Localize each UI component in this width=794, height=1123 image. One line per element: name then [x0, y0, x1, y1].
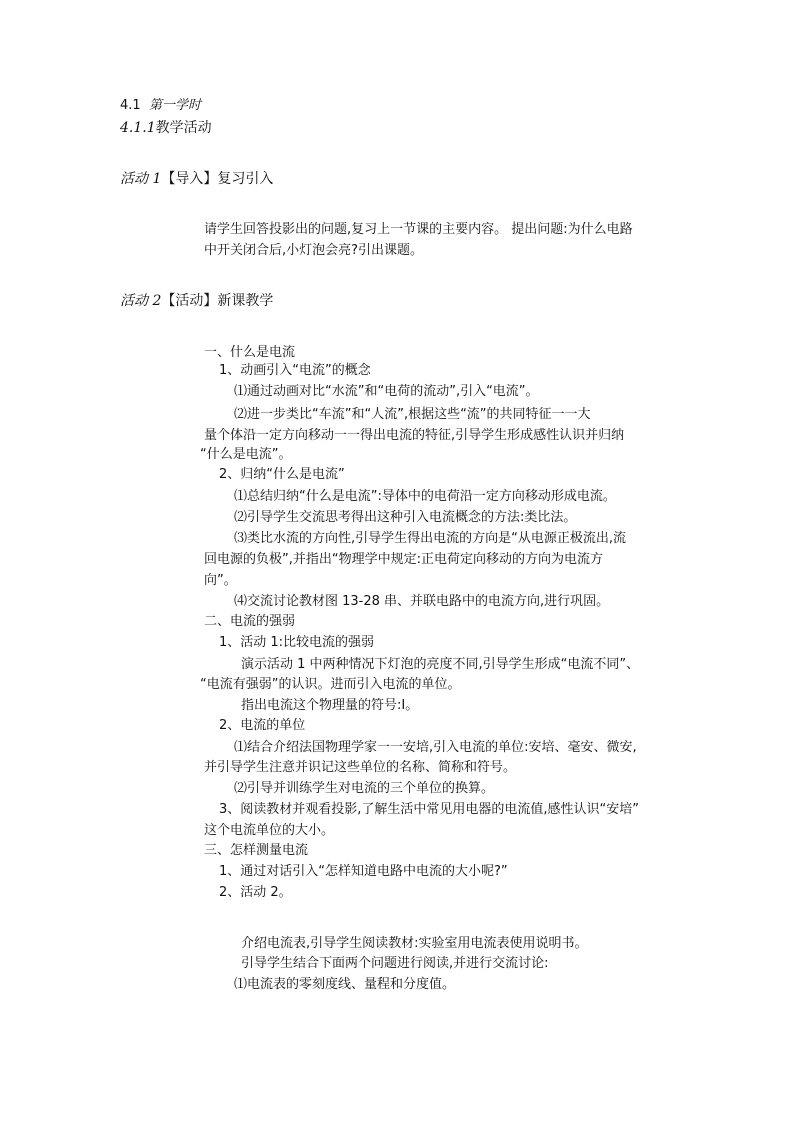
body-line: 3、阅读教材并观看投影,了解生活中常见用电器的电流值,感性认识“安培”: [219, 802, 640, 817]
section-heading: [120, 97, 201, 115]
body-line: 向”。: [204, 573, 237, 588]
subsection-heading: [120, 119, 212, 137]
activity-1-tag: 【导入】: [161, 171, 218, 187]
body-line: 2、归纳“什么是电流”: [219, 467, 345, 482]
body-line: 1、动画引入“电流”的概念: [219, 363, 371, 378]
body-line: 2、电流的单位: [219, 718, 306, 733]
activity-2-title: 新课教学: [217, 293, 274, 309]
body-line: 并引导学生注意并识记这些单位的名称、简称和符号。: [204, 760, 517, 775]
body-line: 演示活动 1 中两种情况下灯泡的亮度不同,引导学生形成“电流不同”、: [241, 657, 640, 672]
body-line: ⑴结合介绍法国物理学家一一安培,引入电流的单位:安培、毫安、微安,: [234, 740, 637, 755]
body-line: 回电源的负极”,并指出“物理学中规定:正电荷定向移动的方向为电流方: [204, 552, 603, 567]
body-line: 1、通过对话引入“怎样知道电路中电流的大小呢?”: [219, 864, 508, 879]
body-line: 这个电流单位的大小。: [204, 823, 335, 838]
body-line: 引导学生结合下面两个问题进行阅读,并进行交流讨论:: [241, 956, 549, 971]
body-line: 量个体沿一定方向移动一一得出电流的特征,引导学生形成感性认识并归纳: [204, 428, 625, 443]
subsection-title: 教学活动: [155, 120, 212, 136]
body-line: “什么是电流”。: [200, 447, 292, 462]
section-three-heading: 三、怎样测量电流: [204, 843, 309, 858]
body-line: ⑵引导并训练学生对电流的三个单位的换算。: [234, 781, 495, 796]
body-line: ⑴通过动画对比“水流”和“电荷的流动”,引入“电流”。: [234, 384, 539, 399]
activity-1-paragraph-line: 中开关闭合后,小灯泡会亮?引出课题。: [204, 243, 424, 258]
section-two-heading: 二、电流的强弱: [204, 614, 296, 629]
body-line: 1、活动 1:比较电流的强弱: [219, 635, 375, 650]
body-line: ⑴总结归纳“什么是电流”:导体中的电荷沿一定方向移动形成电流。: [234, 489, 616, 504]
body-line: ⑵引导学生交流思考得出这种引入电流概念的方法:类比法。: [234, 510, 577, 525]
body-line: ⑶类比水流的方向性,引导学生得出电流的方向是“从电源正极流出,流: [234, 531, 626, 546]
activity-2-heading: [120, 292, 273, 310]
activity-1-prefix: 活动 1: [120, 171, 162, 187]
activity-1-title: 复习引入: [217, 171, 274, 187]
section-title: 第一学时: [148, 98, 201, 113]
activity-1-paragraph-line: 请学生回答投影出的问题,复习上一节课的主要内容。 提出问题:为什么电路: [204, 222, 633, 237]
body-line: 指出电流这个物理量的符号:I。: [241, 698, 419, 713]
body-line: ⑵进一步类比“车流”和“人流”,根据这些“流”的共同特征一一大: [234, 407, 591, 422]
body-line: 介绍电流表,引导学生阅读教材:实验室用电流表使用说明书。: [241, 936, 588, 951]
body-line: ⑴电流表的零刻度线、量程和分度值。: [234, 977, 456, 992]
section-number: 4.1: [120, 98, 141, 113]
body-line: “电流有强弱”的认识。进而引入电流的单位。: [200, 677, 461, 692]
body-line: ⑷交流讨论教材图 13-28 串、并联电路中的电流方向,进行巩固。: [234, 594, 610, 609]
body-line: 2、活动 2。: [219, 885, 292, 900]
activity-1-heading: [120, 170, 273, 188]
activity-2-prefix: 活动 2: [120, 293, 162, 309]
activity-2-tag: 【活动】: [161, 293, 218, 309]
subsection-number: 4.1.1: [120, 120, 156, 136]
section-one-heading: 一、什么是电流: [204, 345, 296, 360]
